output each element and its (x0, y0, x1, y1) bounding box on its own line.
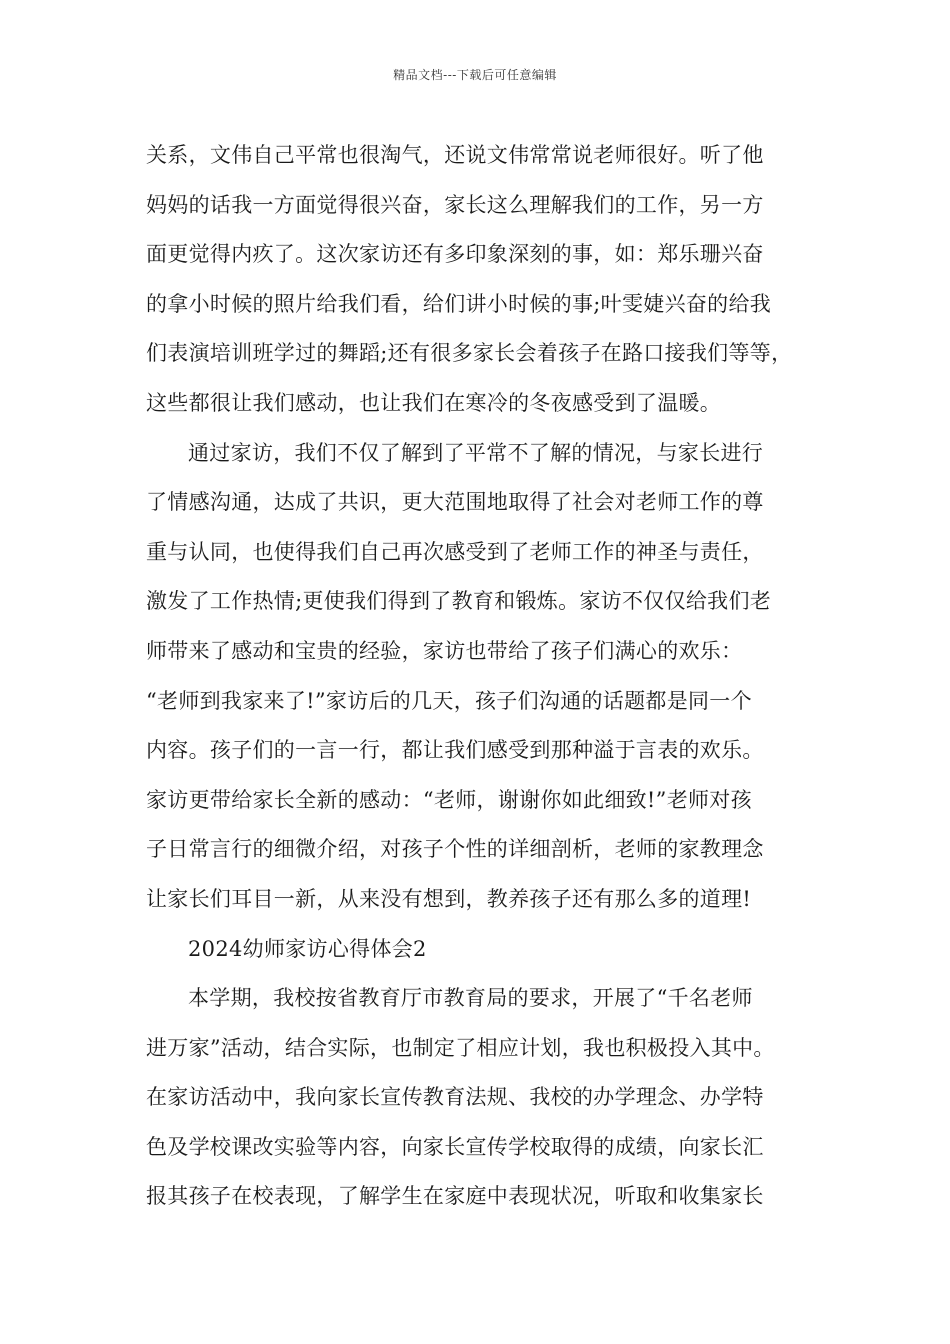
text-line: 们表演培训班学过的舞蹈;还有很多家长会着孩子在路口接我们等等， (146, 341, 793, 366)
document-body (146, 131, 824, 1222)
text-line: 妈妈的话我一方面觉得很兴奋，家长这么理解我们的工作，另一方 (146, 192, 764, 217)
text-line: 进万家”活动，结合实际，也制定了相应计划，我也积极投入其中。 (146, 1035, 775, 1060)
paragraph (146, 131, 824, 429)
text-line: 师带来了感动和宝贵的经验，家访也带给了孩子们满心的欢乐： (146, 638, 743, 663)
paragraph (146, 974, 824, 1222)
section-heading-text: 2024幼师家访心得体会2 (188, 936, 427, 961)
text-line: 重与认同，也使得我们自己再次感受到了老师工作的神圣与责任， (146, 539, 764, 564)
text-line: 内容。孩子们的一言一行，都让我们感受到那种溢于言表的欢乐。 (146, 738, 764, 763)
text-line: 色及学校课改实验等内容，向家长宣传学校取得的成绩，向家长汇 (146, 1134, 764, 1159)
text-line: 本学期，我校按省教育厅市教育局的要求，开展了“千名老师 (188, 986, 753, 1011)
text-line: 面更觉得内疚了。这次家访还有多印象深刻的事，如：郑乐珊兴奋 (146, 242, 764, 267)
section-heading (146, 925, 824, 975)
text-line: 报其孩子在校表现，了解学生在家庭中表现状况，听取和收集家长 (146, 1184, 764, 1209)
text-line: 在家访活动中，我向家长宣传教育法规、我校的办学理念、办学特 (146, 1085, 764, 1110)
paragraph (146, 429, 824, 925)
text-line: 这些都很让我们感动，也让我们在寒冷的冬夜感受到了温暖。 (146, 390, 722, 415)
page-header: 精品文档---下载后可任意编辑 (393, 68, 557, 82)
text-line: “老师到我家来了!”家访后的几天，孩子们沟通的话题都是同一个 (146, 688, 752, 713)
text-line: 了情感沟通，达成了共识，更大范围地取得了社会对老师工作的尊 (146, 490, 764, 515)
text-line: 让家长们耳目一新，从来没有想到，教养孩子还有那么多的道理! (146, 886, 752, 911)
text-line: 家访更带给家长全新的感动：“老师，谢谢你如此细致!”老师对孩 (146, 787, 752, 812)
text-line: 子日常言行的细微介绍，对孩子个性的详细剖析，老师的家教理念 (146, 837, 764, 862)
text-line: 通过家访，我们不仅了解到了平常不了解的情况，与家长进行 (188, 440, 764, 465)
text-line: 激发了工作热情;更使我们得到了教育和锻炼。家访不仅仅给我们老 (146, 589, 772, 614)
text-line: 关系，文伟自己平常也很淘气，还说文伟常常说老师很好。听了他 (146, 143, 764, 167)
text-line: 的拿小时候的照片给我们看，给们讲小时候的事;叶雯婕兴奋的给我 (146, 291, 772, 316)
